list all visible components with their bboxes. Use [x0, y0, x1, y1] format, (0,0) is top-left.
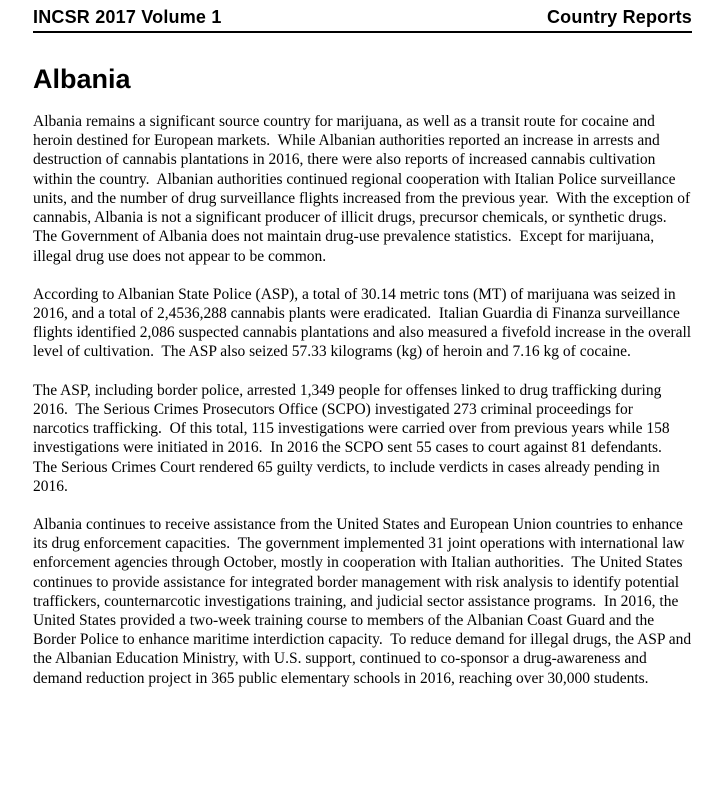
paragraph-assistance: Albania continues to receive assistance from the United States and European Union countries to enhance its drug enforcement capacities. The government implemented 31 joint operations with international law enforcement agencies through October, mostly in cooperation with Italian authorities. The United States continues to provide assistance for integrated border management with risk analysis to identify potential traffickers, counternarcotic investigations training, and judicial sector assistance programs. In 2016, the United States provided a two-week training course to members of the Albanian Coast Guard and the Border Police to enhance maritime interdiction capacity. To reduce demand for illegal drugs, the ASP and the Albanian Education Ministry, with U.S. support, continued to co-sponsor a drug-awareness and demand reduction project in 365 public elementary schools in 2016, reaching over 30,000 students.: [33, 515, 696, 687]
paragraph-overview: Albania remains a significant source country for marijuana, as well as a transit route for cocaine and heroin destined for European markets. While Albanian authorities reported an increase in arrests and destruction of cannabis plantations in 2016, there were also reports of increased cannabis cultivation within the country. Albanian authorities continued regional cooperation with Italian Police surveillance units, and the number of drug surveillance flights increased from the previous year. With the exception of cannabis, Albania is not a significant producer of illicit drugs, precursor chemicals, or synthetic drugs. The Government of Albania does not maintain drug-use prevalence statistics. Except for marijuana, illegal drug use does not appear to be common.: [33, 113, 695, 265]
header-volume-label: INCSR 2017 Volume 1: [33, 7, 222, 27]
paragraph-seizures: According to Albanian State Police (ASP), a total of 30.14 metric tons (MT) of marijuana was seized in 2016, and a total of 2,4536,288 cannabis plants were eradicated. Italian Guardia di Finanza surveillance flights identified 2,086 suspected cannabis plantations and also measured a fivefold increase in the overall level of cultivation. The ASP also seized 57.33 kilograms (kg) of heroin and 7.16 kg of cocaine.: [33, 285, 695, 361]
paragraph-enforcement: The ASP, including border police, arrested 1,349 people for offenses linked to drug trafficking during 2016. The Serious Crimes Prosecutors Office (SCPO) investigated 273 criminal proceedings for narcotics trafficking. Of this total, 115 investigations were carried over from previous years while 158 investigations were initiated in 2016. In 2016 the SCPO sent 55 cases to court against 81 defendants. The Serious Crimes Court rendered 65 guilty verdicts, to include verdicts in cases already pending in 2016.: [33, 381, 674, 495]
document-body: [33, 112, 696, 688]
page-title: Albania: [33, 64, 131, 94]
running-header: [33, 7, 692, 33]
header-section-label: Country Reports: [546, 7, 692, 27]
